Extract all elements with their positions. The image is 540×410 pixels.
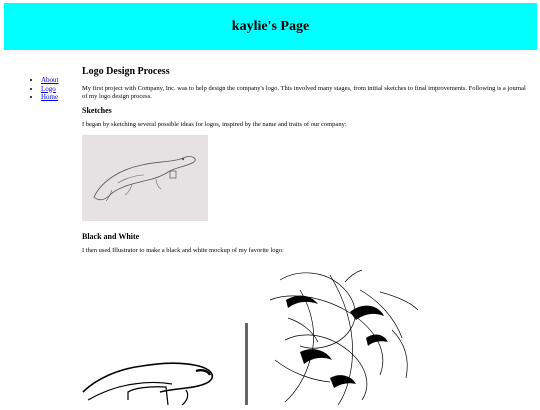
nav-item-home [41, 93, 59, 102]
section-title: Logo Design Process [82, 66, 170, 77]
home-link[interactable]: Home [41, 93, 59, 101]
nav-list [31, 76, 59, 102]
bw-text: I then used Illustrator to make a black and white mockup of my favorite logo: [82, 246, 284, 254]
page-header [4, 3, 537, 50]
sketches-heading: Sketches [82, 106, 112, 115]
intro-text: My first project with Company, Inc. was to help design the company's logo. This involved many stages, from initial sketches to final improvements. Following is a journal of my logo design process. [82, 85, 526, 100]
logo-link[interactable]: Logo [41, 84, 56, 93]
bw-heading: Black and White [82, 231, 140, 241]
sketch-image [82, 135, 208, 221]
about-link[interactable]: About [41, 76, 59, 84]
page-title: kaylie's Page [231, 18, 310, 34]
sketches-text: I began by sketching several possible ideas for logos, inspired by the name and traits of our company: [82, 121, 347, 128]
bw-logo-image [0, 268, 540, 405]
main-content [82, 66, 530, 260]
nav-item-logo [41, 85, 59, 94]
nav-item-about [41, 76, 59, 85]
